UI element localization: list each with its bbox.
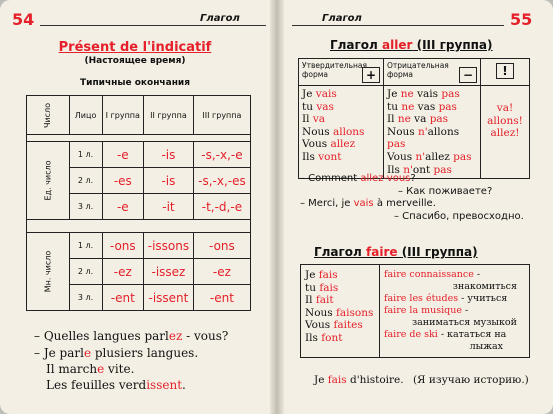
col-person-header: Лицо xyxy=(69,96,102,135)
person-cell: 1 л. xyxy=(69,233,102,259)
dialog-answer: – Merci, je vais à merveille. xyxy=(300,198,436,209)
dialog-question-translation: – Как поживаете? xyxy=(398,186,493,197)
page-number-left: 54 xyxy=(12,10,35,29)
col-group-2: II группа xyxy=(144,96,194,135)
imperative-header xyxy=(481,59,530,86)
negative-header: Отрицательная форма − xyxy=(384,59,481,86)
ending-cell: -ent xyxy=(102,285,143,311)
list-item: faire les études - учиться xyxy=(384,293,508,304)
ending-cell: -es xyxy=(102,168,143,194)
header-rule-left xyxy=(40,25,266,26)
plural-label: Мн. число xyxy=(27,233,70,311)
example-3: Il marche vite. xyxy=(46,362,135,376)
ending-cell: -s,-x,-es xyxy=(193,168,250,194)
person-cell: 1 л. xyxy=(69,142,102,168)
dialog-answer-translation: – Спасибо, превосходно. xyxy=(394,211,524,222)
list-item: faire connaissance - xyxy=(384,269,481,280)
person-cell: 2 л. xyxy=(69,168,102,194)
ending-cell: -is xyxy=(144,168,194,194)
ending-cell: -ez xyxy=(193,259,250,285)
ending-cell: -t,-d,-e xyxy=(193,194,250,220)
singular-label: Ед. число xyxy=(27,142,70,220)
running-head-left: Глагол xyxy=(200,13,240,24)
list-item: faire de ski - кататься на xyxy=(384,329,507,340)
person-cell: 2 л. xyxy=(69,259,102,285)
minus-icon: − xyxy=(459,67,477,83)
example-1: – Quelles langues parlez - vous? xyxy=(34,329,229,343)
person-cell: 3 л. xyxy=(69,285,102,311)
example-2: – Je parle plusiers langues. xyxy=(34,346,199,360)
ending-cell: -ez xyxy=(102,259,143,285)
faire-phrases xyxy=(380,265,530,358)
faire-title: Глагол faire (III группа) xyxy=(314,245,478,259)
ending-cell: -ent xyxy=(193,285,250,311)
aller-body-row xyxy=(299,86,530,179)
header-rule-right xyxy=(292,25,504,26)
footer-example: Je fais d'histoire. (Я изучаю историю.) xyxy=(314,374,529,386)
list-item-translation: заниматься музыкой xyxy=(411,317,517,328)
table-row xyxy=(27,142,251,168)
endings-heading: Типичные окончания xyxy=(80,78,190,88)
col-group-1: I группа xyxy=(102,96,143,135)
aller-table xyxy=(298,58,530,179)
col-number-header: Число xyxy=(27,96,70,135)
exclamation-icon: ! xyxy=(496,63,514,79)
table-row xyxy=(27,233,251,259)
ending-cell: -is xyxy=(144,142,194,168)
affirmative-header: Утвердительная форма + xyxy=(299,59,384,86)
book-gutter xyxy=(270,0,284,414)
ending-cell: -ons xyxy=(102,233,143,259)
endings-header-row xyxy=(27,96,251,135)
faire-conjugation: Je fais tu fais Il fait Nous faisons Vous faites Ils font xyxy=(301,265,380,358)
ending-cell: -issez xyxy=(144,259,194,285)
endings-table xyxy=(26,95,251,311)
aller-title: Глагол aller (III группа) xyxy=(330,38,493,52)
ending-cell: -s,-x,-e xyxy=(193,142,250,168)
page-number-right: 55 xyxy=(510,10,533,29)
negative-forms: Je ne vais pas tu ne vas pas Il ne va pas Nous n'allons pas Vous n'allez pas Ils n'ont pas xyxy=(384,86,481,179)
example-4: Les feuilles verdissent. xyxy=(46,378,186,392)
plus-icon: + xyxy=(362,67,380,83)
faire-row xyxy=(301,265,530,358)
dialog-question: – Comment allez-vous? xyxy=(300,173,416,184)
imperative-forms: va! allons! allez! xyxy=(481,86,530,179)
ending-cell: -e xyxy=(102,194,143,220)
ending-cell: -e xyxy=(102,142,143,168)
ending-cell: -issent xyxy=(144,285,194,311)
page-title: Présent de l'indicatif xyxy=(58,40,212,55)
list-item: faire la musique - xyxy=(384,305,469,316)
person-cell: 3 л. xyxy=(69,194,102,220)
ending-cell: -it xyxy=(144,194,194,220)
faire-table xyxy=(300,264,530,358)
list-item-translation: знакомиться xyxy=(452,281,517,292)
affirmative-forms: Je vais tu vas Il va Nous allons Vous allez Ils vont xyxy=(299,86,384,179)
page-subtitle: (Настоящее время) xyxy=(84,56,186,66)
list-item-translation: лыжах xyxy=(469,341,503,352)
ending-cell: -ons xyxy=(193,233,250,259)
ending-cell: -issons xyxy=(144,233,194,259)
col-group-3: III группа xyxy=(193,96,250,135)
running-head-right: Глагол xyxy=(322,13,362,24)
aller-header-row xyxy=(299,59,530,86)
